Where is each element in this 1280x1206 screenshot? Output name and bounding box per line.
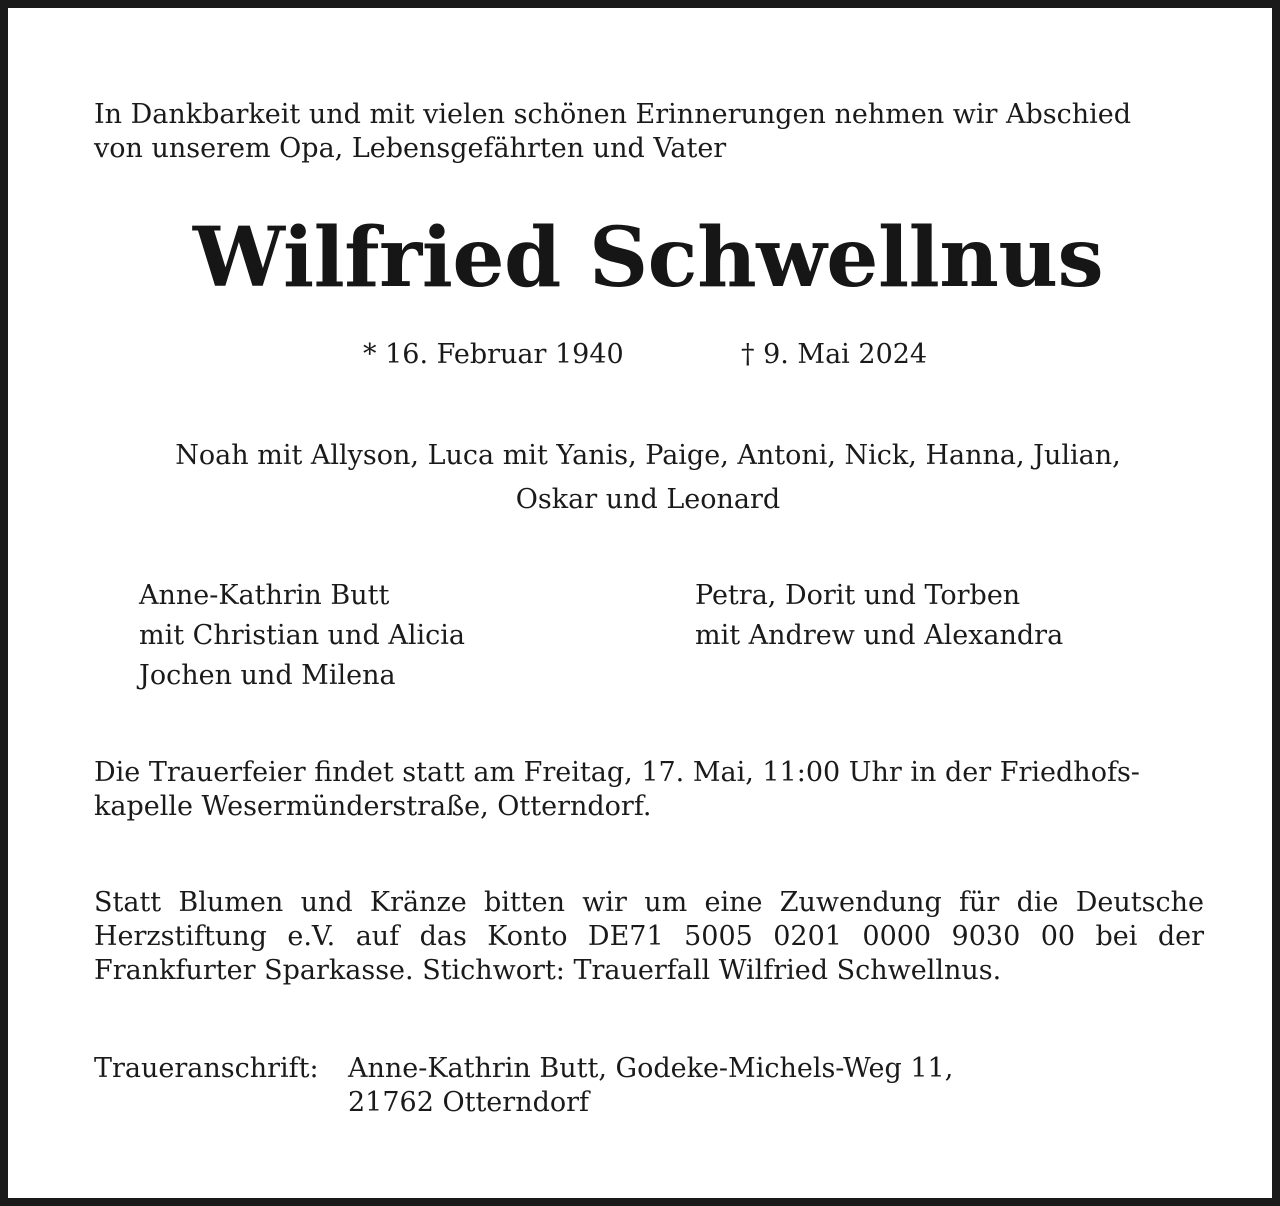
family-entry: Petra, Dorit und Torben bbox=[695, 580, 1021, 611]
intro-line: In Dankbarkeit und mit vielen schönen Erinnerungen nehmen wir Abschied bbox=[94, 99, 1132, 130]
ceremony-line: kapelle Wesermünderstraße, Otterndorf. bbox=[94, 791, 652, 822]
ceremony-notice bbox=[94, 756, 1204, 824]
deceased-name: Wilfried Schwellnus bbox=[192, 210, 1104, 306]
family-right-column bbox=[695, 576, 1063, 656]
donation-line: Herzstiftung e.V. auf das Konto DE71 5005 0201 0000 9030 00 bei der bbox=[94, 921, 1204, 952]
family-entry: mit Christian und Alicia bbox=[139, 620, 465, 651]
ceremony-line: Die Trauerfeier findet statt am Freitag, 17. Mai, 11:00 Uhr in der Friedhofs- bbox=[94, 757, 1140, 788]
family-left-column bbox=[139, 576, 465, 696]
donation-line: Statt Blumen und Kränze bitten wir um eine Zuwendung für die Deutsche bbox=[94, 887, 1204, 918]
intro-line: von unserem Opa, Lebensgefährten und Vater bbox=[94, 133, 727, 164]
grandchildren-line: Noah mit Allyson, Luca mit Yanis, Paige, Antoni, Nick, Hanna, Julian, bbox=[175, 440, 1121, 471]
address-spacer bbox=[94, 1086, 348, 1120]
family-entry: Jochen und Milena bbox=[139, 660, 396, 691]
intro-text bbox=[94, 98, 1131, 166]
grandchildren-names bbox=[8, 434, 1280, 522]
birth-date: * 16. Februar 1940 bbox=[363, 339, 624, 370]
address-line-1: Anne-Kathrin Butt, Godeke-Michels-Weg 11, bbox=[348, 1053, 954, 1084]
address-line-2: 21762 Otterndorf bbox=[348, 1087, 590, 1118]
address-label: Traueranschrift: bbox=[94, 1053, 319, 1084]
donation-line: Frankfurter Sparkasse. Stichwort: Trauerfall Wilfried Schwellnus. bbox=[94, 955, 1002, 986]
family-entry: Anne-Kathrin Butt bbox=[139, 580, 390, 611]
family-entry: mit Andrew und Alexandra bbox=[695, 620, 1064, 651]
death-date: † 9. Mai 2024 bbox=[741, 339, 928, 370]
donation-notice bbox=[94, 886, 1204, 988]
grandchildren-line: Oskar und Leonard bbox=[515, 484, 781, 515]
mourning-address bbox=[94, 1052, 953, 1120]
